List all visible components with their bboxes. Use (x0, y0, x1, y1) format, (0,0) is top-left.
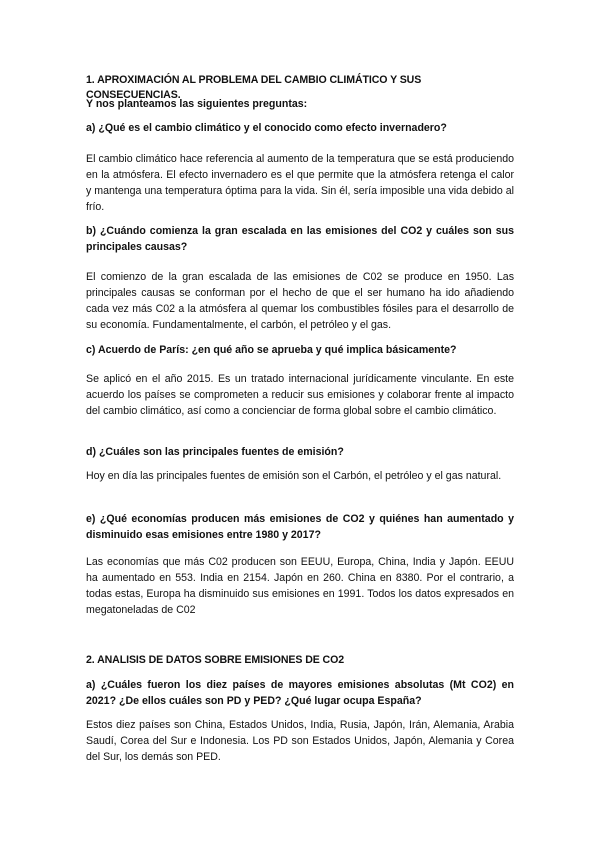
answer-c: Se aplicó en el año 2015. Es un tratado internacional jurídicamente vinculante. En este acuerdo los países se comprometen a reducir sus emisiones y colaborar frente al impacto del cambio climático, así como a concienciar de forma global sobre el cambio climático. (86, 373, 514, 417)
question-a: a) ¿Qué es el cambio climático y el conocido como efecto invernadero? (86, 122, 447, 134)
question-2a: a) ¿Cuáles fueron los diez países de mayores emisiones absolutas (Mt CO2) en 2021? ¿De ellos cuáles son PD y PED? ¿Qué lugar ocupa España? (86, 679, 514, 707)
answer-b: El comienzo de la gran escalada de las emisiones de C02 se produce en 1950. Las principales causas se conforman por el hecho de que el ser humano ha ido añadiendo cada vez más C02 a la atmósfera al quemar los combustibles fósiles para el desarrollo de su economía. Fundamentalmente, el carbón, el petróleo y el gas. (86, 271, 514, 331)
answer-e: Las economías que más C02 producen son EEUU, Europa, China, India y Japón. EEUU ha aumentado en 553. India en 2154. Japón en 260. China en 8380. Por el contrario, a todas estas, Europa ha disminuido sus emisiones en 1991. Todos los datos expresados en megatoneladas de C02 (86, 556, 514, 616)
question-e: e) ¿Qué economías producen más emisiones de CO2 y quiénes han aumentado y disminuido esas emisiones entre 1980 y 2017? (86, 513, 514, 541)
answer-2a: Estos diez países son China, Estados Unidos, India, Rusia, Japón, Irán, Alemania, Arabia Saudí, Corea del Sur e Indonesia. Los PD son Estados Unidos, Japón, Alemania y Corea del Sur, los demás son PED. (86, 719, 514, 763)
question-d: d) ¿Cuáles son las principales fuentes de emisión? (86, 446, 344, 458)
section-2-title: 2. ANALISIS DE DATOS SOBRE EMISIONES DE CO2 (86, 654, 345, 666)
question-b: b) ¿Cuándo comienza la gran escalada en las emisiones del CO2 y cuáles son sus principales causas? (86, 225, 514, 253)
answer-a: El cambio climático hace referencia al aumento de la temperatura que se está produciendo en la atmósfera. El efecto invernadero es el que permite que la atmósfera retenga el calor y mantenga una temperatura óptima para la vida. Sin él, sería imposible una vida debido al frío. (86, 153, 514, 213)
question-c: c) Acuerdo de París: ¿en qué año se aprueba y qué implica básicamente? (86, 344, 457, 356)
answer-d: Hoy en día las principales fuentes de emisión son el Carbón, el petróleo y el gas natural. (86, 470, 502, 482)
section-1-intro: Y nos planteamos las siguientes preguntas: (86, 98, 308, 110)
section-1-title: 1. APROXIMACIÓN AL PROBLEMA DEL CAMBIO CLIMÁTICO Y SUS CONSECUENCIAS. (86, 74, 422, 101)
